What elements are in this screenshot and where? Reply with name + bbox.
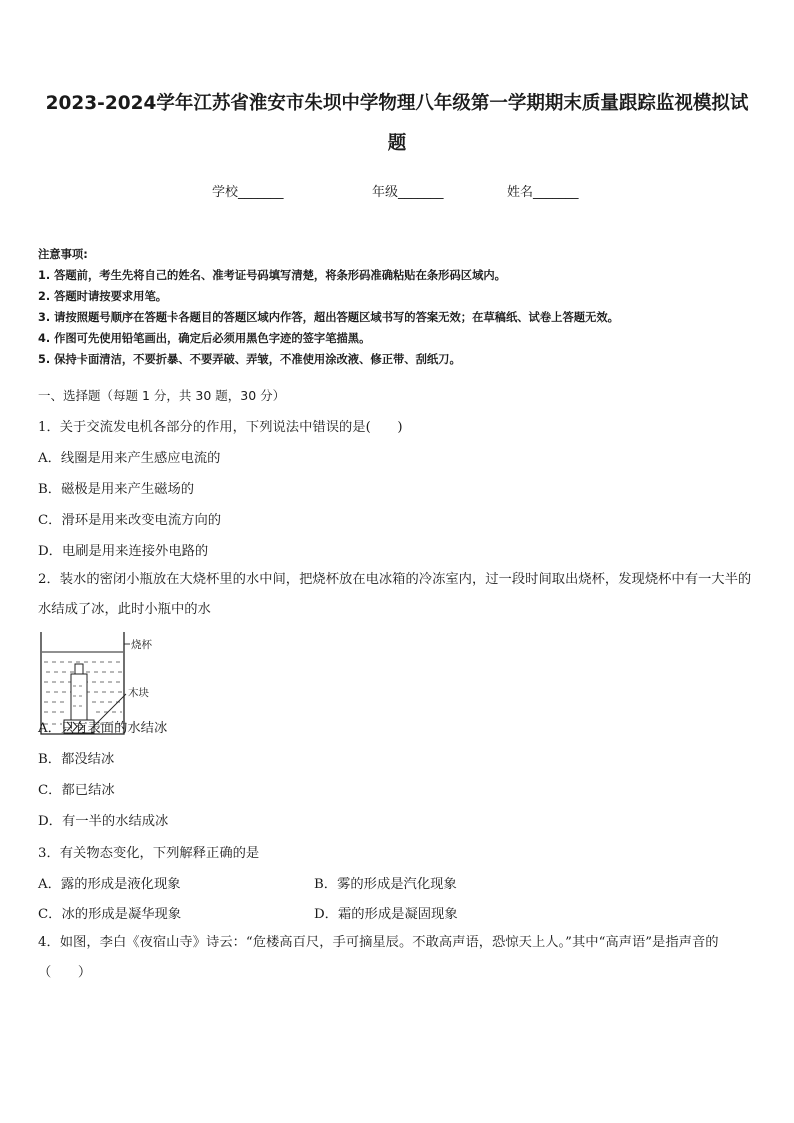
- section-heading: 一、选择题（每题 1 分，共 30 题，30 分）: [38, 388, 286, 403]
- question-3-option-b: B．雾的形成是汽化现象: [314, 877, 457, 892]
- student-info-row: [0, 181, 794, 201]
- notice-block: [38, 244, 758, 370]
- question-1-option-c: C．滑环是用来改变电流方向的: [38, 513, 222, 528]
- notice-item: 1. 答题前，考生先将自己的姓名、准考证号码填写清楚，将条形码准确粘贴在条形码区域内。: [38, 269, 506, 282]
- question-2-option-b: B．都没结冰: [38, 752, 115, 767]
- question-4-stem: 4．如图，李白《夜宿山寺》诗云：“危楼高百尺，手可摘星辰。不敢高声语，恐惊天上人。”其中“高声语”是指声音的（ ）: [38, 935, 719, 980]
- notice-heading: 注意事项:: [38, 248, 88, 261]
- notice-item: 4. 作图可先使用铅笔画出，确定后必须用黑色字迹的签字笔描黑。: [38, 332, 371, 345]
- notice-item: 2. 答题时请按要求用笔。: [38, 290, 168, 303]
- question-3-option-c: C．冰的形成是凝华现象: [38, 907, 182, 922]
- question-3-stem: 3．有关物态变化，下列解释正确的是: [38, 846, 260, 861]
- page-title: 2023-2024学年江苏省淮安市朱坝中学物理八年级第一学期期末质量跟踪监视模拟试题: [45, 93, 749, 154]
- notice-item: 3. 请按照题号顺序在答题卡各题目的答题区域内作答，超出答题区域书写的答案无效；在草稿纸、试卷上答题无效。: [38, 311, 619, 324]
- question-2-option-c: C．都已结冰: [38, 783, 115, 798]
- question-2-stem: 2．装水的密闭小瓶放在大烧杯里的水中间，把烧杯放在电冰箱的冷冻室内，过一段时间取出烧杯，发现烧杯中有一大半的水结成了冰，此时小瓶中的水: [38, 572, 752, 617]
- question-3-option-d: D．霜的形成是凝固现象: [314, 907, 458, 922]
- small-bottle: [71, 664, 87, 720]
- school-field: 学校_______: [212, 185, 284, 200]
- name-field: 姓名_______: [507, 185, 579, 200]
- grade-field: 年级_______: [372, 185, 444, 200]
- question-1-stem: 1．关于交流发电机各部分的作用，下列说法中错误的是( ): [38, 420, 403, 435]
- question-2-option-a: A．只有表面的水结冰: [38, 721, 168, 736]
- question-1-option-b: B．磁极是用来产生磁场的: [38, 482, 195, 497]
- beaker-label: 烧杯: [131, 639, 152, 651]
- question-1-option-d: D．电刷是用来连接外电路的: [38, 544, 209, 559]
- notice-item: 5. 保持卡面清洁，不要折暴、不要弄破、弄皱，不准使用涂改液、修正带、刮纸刀。: [38, 353, 461, 366]
- question-3-option-a: A．露的形成是液化现象: [38, 877, 181, 892]
- block-label: 木块: [128, 687, 149, 699]
- question-1-option-a: A．线圈是用来产生感应电流的: [38, 451, 221, 466]
- question-2-option-d: D．有一半的水结成冰: [38, 814, 169, 829]
